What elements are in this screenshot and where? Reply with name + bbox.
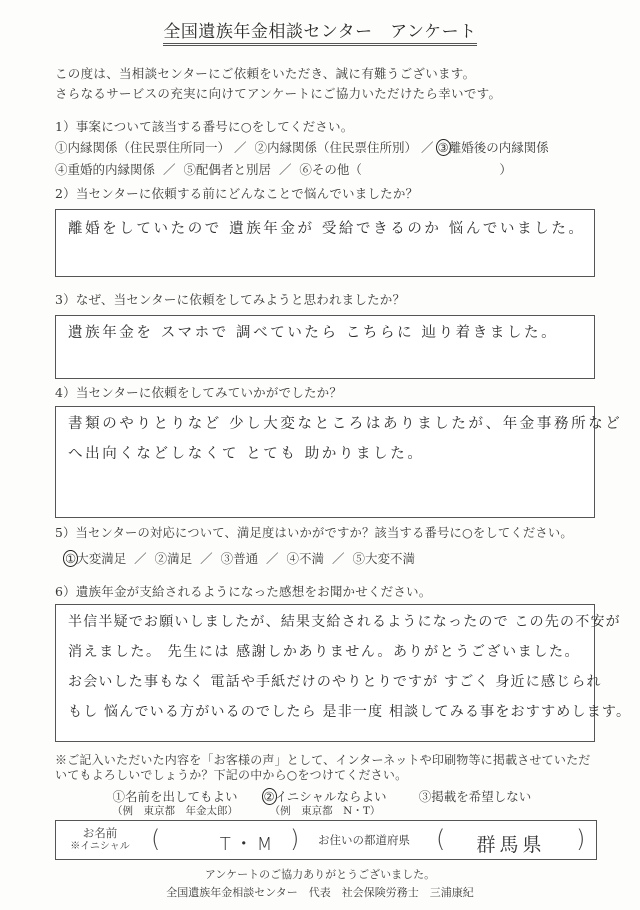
q1-option-3[interactable]: ③離婚後の内縁関係 — [437, 140, 549, 155]
q5-option-2[interactable]: ②満足 — [154, 551, 193, 566]
q5-options: ①大変満足 ／ ②満足 ／ ③普通 ／ ④不満 ／ ⑤大変不満 — [65, 551, 415, 566]
q6-answer-line-1: 半信半疑でお願いしましたが、結果支給されるようになったので この先の不安が — [68, 614, 621, 630]
q1-options-row-1: ①内縁関係（住民票住所同一） ／ ②内縁関係（住民票住所別） ／ ③離婚後の内縁関係 — [55, 140, 549, 155]
q1-option-2[interactable]: ②内縁関係（住民票住所別） — [254, 140, 418, 155]
q4-question: 4）当センターに依頼をしてみていかがでしたか？ — [55, 385, 343, 400]
q6-question: 6）遺族年金が支給されるようになった感想をお聞かせください。 — [55, 584, 432, 599]
name-initials-field[interactable]: T・M — [219, 834, 277, 855]
q1-option-4[interactable]: ④重婚的内縁関係 — [55, 162, 156, 177]
selected-circle-mark: ① — [65, 551, 77, 566]
q5-option-3[interactable]: ③普通 — [220, 551, 259, 566]
name-prefecture-box — [55, 820, 597, 860]
q1-options-row-2: ④重婚的内縁関係 ／ ⑤配偶者と別居 ／ ⑥その他（ ） — [55, 162, 512, 177]
q4-answer-line-1: 書類のやりとりなど 少し大変なところはありましたが、年金事務所など — [68, 416, 623, 432]
prefecture-label: お住いの都道府県 — [318, 833, 410, 847]
publish-option-1[interactable]: ①名前を出してもよい （例 東京都 年金太郎） — [112, 789, 238, 817]
q3-answer-box[interactable] — [55, 315, 595, 379]
q5-question: 5）当センターの対応について、満足度はいかがですか？該当する番号に○をしてください。 — [55, 526, 573, 540]
q3-answer-line: 遺族年金を スマホで 調べていたら こちらに 辿り着きました。 — [68, 325, 559, 341]
publish-option-2[interactable]: ②イニシャルならよい （例 東京都 N・T） — [263, 789, 387, 817]
q4-answer-box[interactable] — [55, 406, 623, 518]
q6-answer-line-4: もし 悩んでいる方がいるのでしたら 是非一度 相談してみる事をおすすめします。 — [68, 704, 632, 720]
q6-answer-line-2: 消えました。 先生には 感謝しかありません。ありがとうございました。 — [68, 644, 581, 660]
q1-option-6[interactable]: ⑥その他（ ） — [299, 162, 512, 177]
intro-line-1: この度は、当相談センターにご依頼をいただき、誠に有難うございます。 — [55, 66, 476, 81]
publish-note: ※ご記入いただいた内容を「お客様の声」として、インターネットや印刷物等に掲載させていただ いてもよろしいでしょうか？下記の中から○をつけてください。 — [55, 753, 591, 782]
q1-question: 1）事案について該当する番号に○をしてください。 — [55, 119, 354, 134]
q5-option-4[interactable]: ④不満 — [286, 551, 325, 566]
publish-option-3[interactable]: ③掲載を希望しない — [418, 789, 532, 804]
q5-option-1[interactable]: ①大変満足 — [65, 551, 127, 566]
q4-answer-line-2: へ出向くなどしなくて とても 助かりました。 — [68, 446, 425, 462]
footer-thanks: アンケートのご協力ありがとうございました。 — [204, 868, 436, 881]
q2-question: 2）当センターに依頼する前にどんなことで悩んでいましたか？ — [55, 186, 419, 201]
open-paren: ( — [436, 825, 446, 853]
q6-answer-box[interactable] — [55, 604, 632, 742]
selected-circle-mark: ② — [263, 789, 275, 804]
q2-answer-line: 離婚をしていたので 遺族年金が 受給できるのか 悩んでいました。 — [68, 221, 586, 237]
prefecture-field[interactable]: 群馬県 — [476, 834, 546, 856]
open-paren: ( — [151, 825, 161, 853]
q1-option-1[interactable]: ①内縁関係（住民票住所同一） — [55, 140, 231, 155]
close-paren: ) — [290, 825, 300, 853]
intro-line-2: さらなるサービスの充実に向けてアンケートにご協力いただけたら幸いです。 — [55, 86, 502, 101]
q2-answer-box[interactable] — [55, 209, 595, 277]
q3-question: 3）なぜ、当センターに依頼をしてみようと思われましたか？ — [55, 292, 406, 307]
name-label: お名前 ※イニシャル — [70, 826, 130, 852]
close-paren: ) — [576, 825, 586, 853]
q1-option-5[interactable]: ⑤配偶者と別居 — [183, 162, 271, 177]
survey-title: 全国遺族年金相談センター アンケート — [0, 17, 640, 42]
q6-answer-line-3: お会いした事もなく 電話や手紙だけのやりとりですが すごく 身近に感じられ — [68, 674, 602, 690]
q5-option-5[interactable]: ⑤大変不満 — [352, 551, 415, 566]
footer-organization: 全国遺族年金相談センター 代表 社会保険労務士 三浦康紀 — [166, 886, 474, 899]
selected-circle-mark: ③ — [437, 140, 449, 155]
